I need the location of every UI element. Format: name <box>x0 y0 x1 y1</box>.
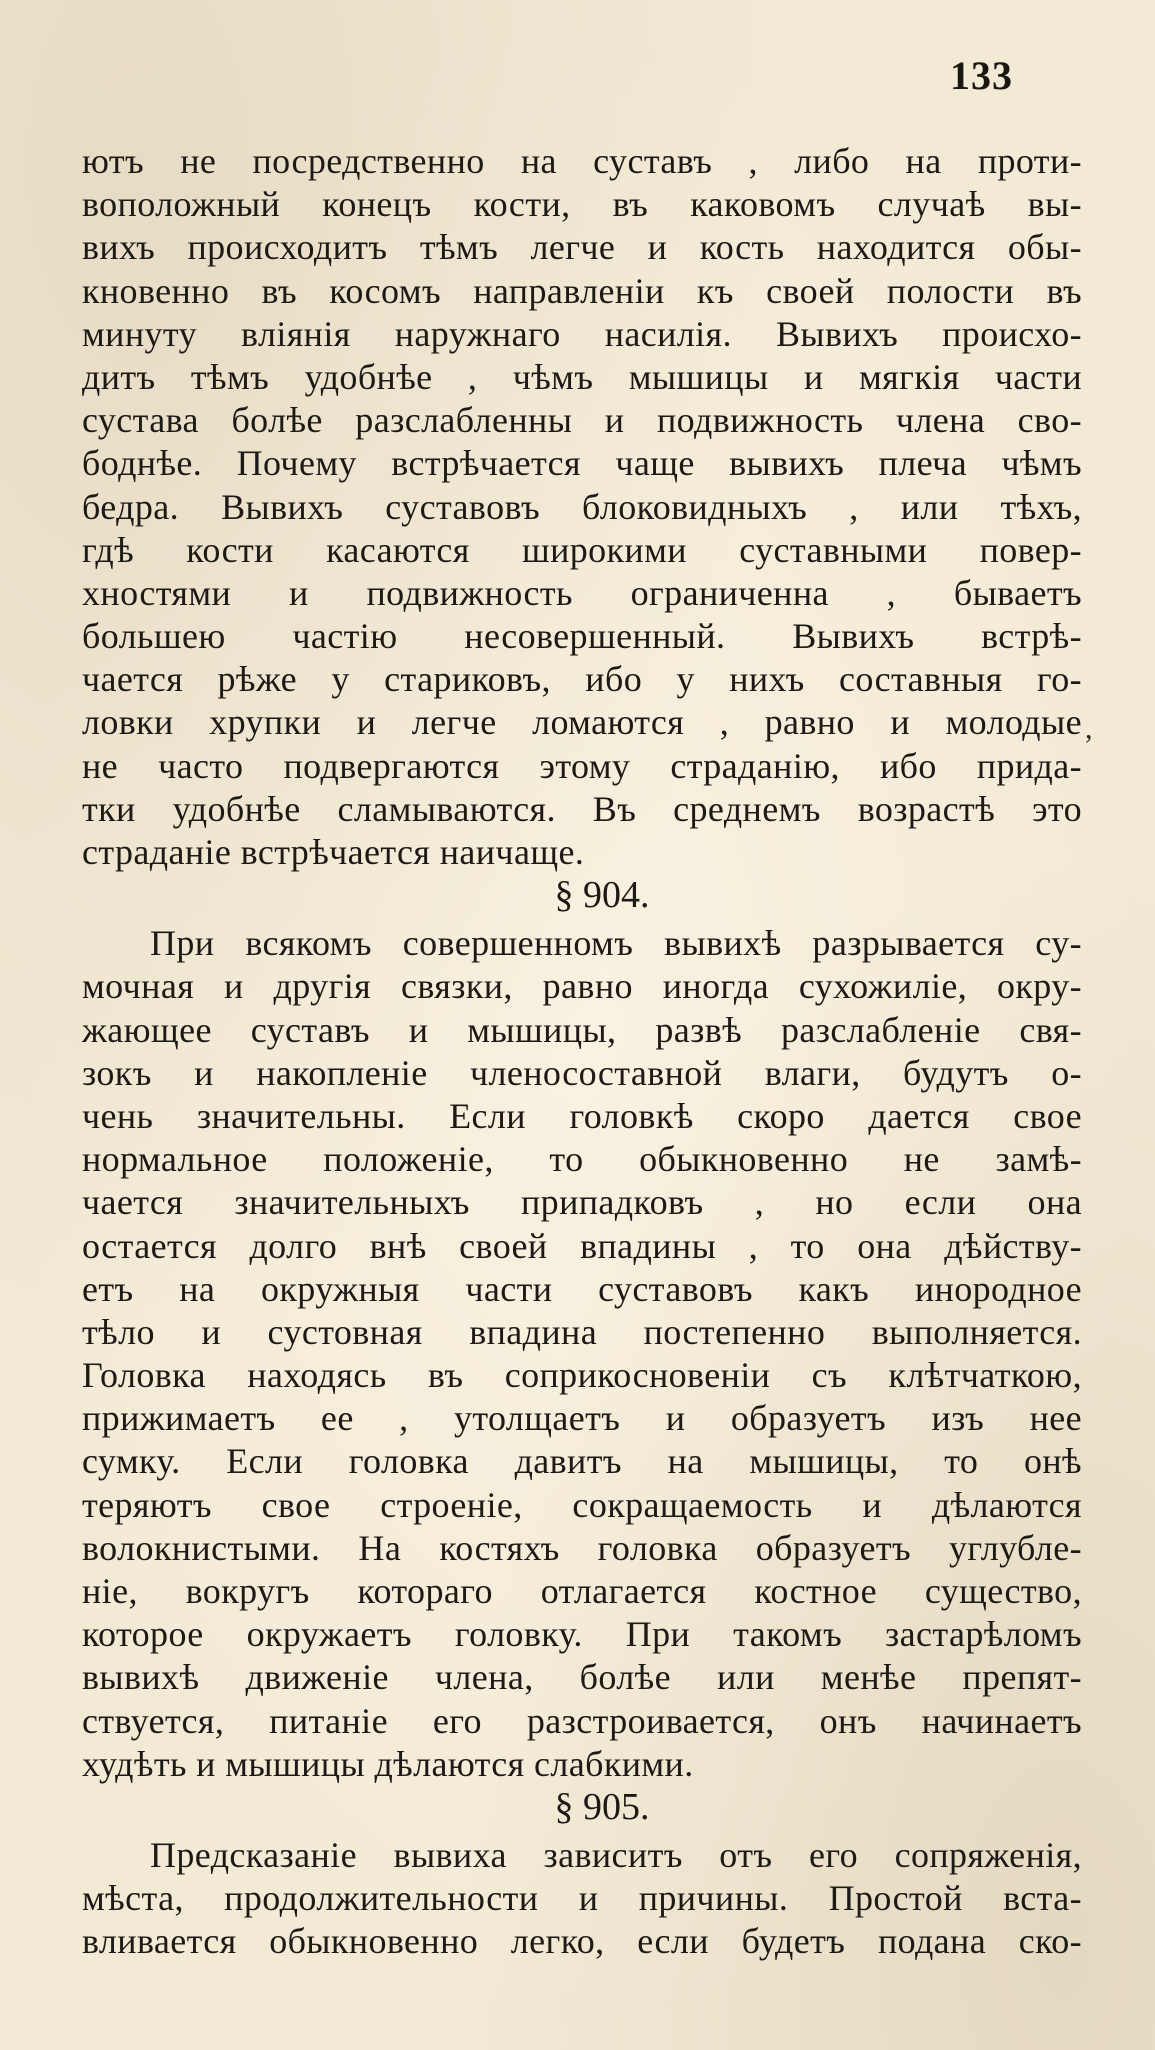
text-line: страданіе встрѣчается наичаще. <box>82 832 585 872</box>
text-line: большею частію несовершенный. Вывихъ встрѣ- <box>82 616 1082 657</box>
section-heading-904: § 904. <box>554 874 650 917</box>
text-line: ствуется, питаніе его разстроивается, онъ начинаетъ <box>82 1700 1082 1741</box>
text-line: тки удобнѣе сламываются. Въ среднемъ возрастѣ это <box>82 788 1082 829</box>
text-line: чается значительныхъ припадковъ , но если она <box>82 1182 1082 1223</box>
text-line: чень значительны. Если головкѣ скоро дается свое <box>82 1095 1082 1136</box>
text-line: жающее суставъ и мышицы, развѣ разслабленіе свя- <box>82 1009 1082 1050</box>
text-line: етъ на окружныя части суставовъ какъ инородное <box>82 1268 1082 1309</box>
text-line: ловки хрупки и легче ломаются , равно и молодые <box>82 702 1082 743</box>
text-line: дитъ тѣмъ удобнѣе , чѣмъ мышицы и мягкія части <box>82 356 1082 397</box>
text-line: мочная и другія связки, равно иногда сухожиліе, окру- <box>82 966 1082 1007</box>
text-line: теряютъ свое строеніе, сокращаемость и дѣлаются <box>82 1484 1082 1525</box>
text-line: волокнистыми. На костяхъ головка образуетъ углубле- <box>82 1527 1082 1568</box>
text-line: минуту вліянія наружнаго насилія. Вывихъ происхо- <box>82 313 1082 354</box>
text-line: сумку. Если головка давитъ на мышицы, то онѣ <box>82 1441 1082 1482</box>
text-line: не часто подвергаются этому страданію, ибо прида- <box>82 745 1082 786</box>
text-line: Головка находясь въ соприкосновеніи съ клѣтчаткою, <box>82 1355 1082 1396</box>
text-line: воположный конецъ кости, въ каковомъ случаѣ вы- <box>82 184 1082 225</box>
stray-ink-mark: , <box>1085 712 1093 745</box>
text-line: ютъ не посредственно на суставъ , либо на проти- <box>82 141 1082 181</box>
text-line: вихъ происходитъ тѣмъ легче и кость находится обы- <box>82 227 1082 268</box>
text-line: худѣть и мышицы дѣлаются слабкими. <box>82 1743 694 1784</box>
text-line: боднѣе. Почему встрѣчается чаще вывихъ плеча чѣмъ <box>82 443 1082 484</box>
page-number: 133 <box>950 53 1013 98</box>
text-line: вывихѣ движеніе члена, болѣе или менѣе препят- <box>82 1657 1082 1698</box>
text-line: тѣло и сустовная впадина постепенно выполняется. <box>82 1311 1082 1352</box>
text-line: остается долго внѣ своей впадины , то она дѣйству- <box>82 1225 1082 1266</box>
text-line: прижимаетъ ее , утолщаетъ и образуетъ изъ нее <box>82 1398 1082 1439</box>
text-line: кновенно въ косомъ направленіи къ своей полости въ <box>82 270 1082 311</box>
text-line: которое окружаетъ головку. При такомъ застарѣломъ <box>82 1614 1082 1655</box>
section-heading-905: § 905. <box>554 1785 650 1828</box>
text-line: Предсказаніе вывиха зависитъ отъ его сопряженія, <box>150 1834 1082 1875</box>
text-line: нормальное положеніе, то обыкновенно не замѣ- <box>82 1139 1082 1180</box>
text-line: сустава болѣе разслабленны и подвижность члена сво- <box>82 400 1082 441</box>
text-line: вливается обыкновенно легко, если будетъ подана ско- <box>82 1921 1082 1962</box>
text-line: мѣста, продолжительности и причины. Простой вста- <box>82 1878 1082 1919</box>
text-line: гдѣ кости касаются широкими суставными повер- <box>82 529 1082 570</box>
text-line: чается рѣже у стариковъ, ибо у нихъ составныя го- <box>82 659 1082 700</box>
text-line: хностями и подвижность ограниченна , бываетъ <box>82 572 1082 613</box>
text-line: При всякомъ совершенномъ вывихѣ разрывается су- <box>150 923 1082 964</box>
body-text <box>82 140 1082 1964</box>
text-line: ніе, вокругъ котораго отлагается костное существо, <box>82 1571 1082 1611</box>
text-line: бедра. Вывихъ суставовъ блоковидныхъ , или тѣхъ, <box>82 486 1082 527</box>
text-line: зокъ и накопленіе членосоставной влаги, будутъ о- <box>82 1052 1082 1093</box>
